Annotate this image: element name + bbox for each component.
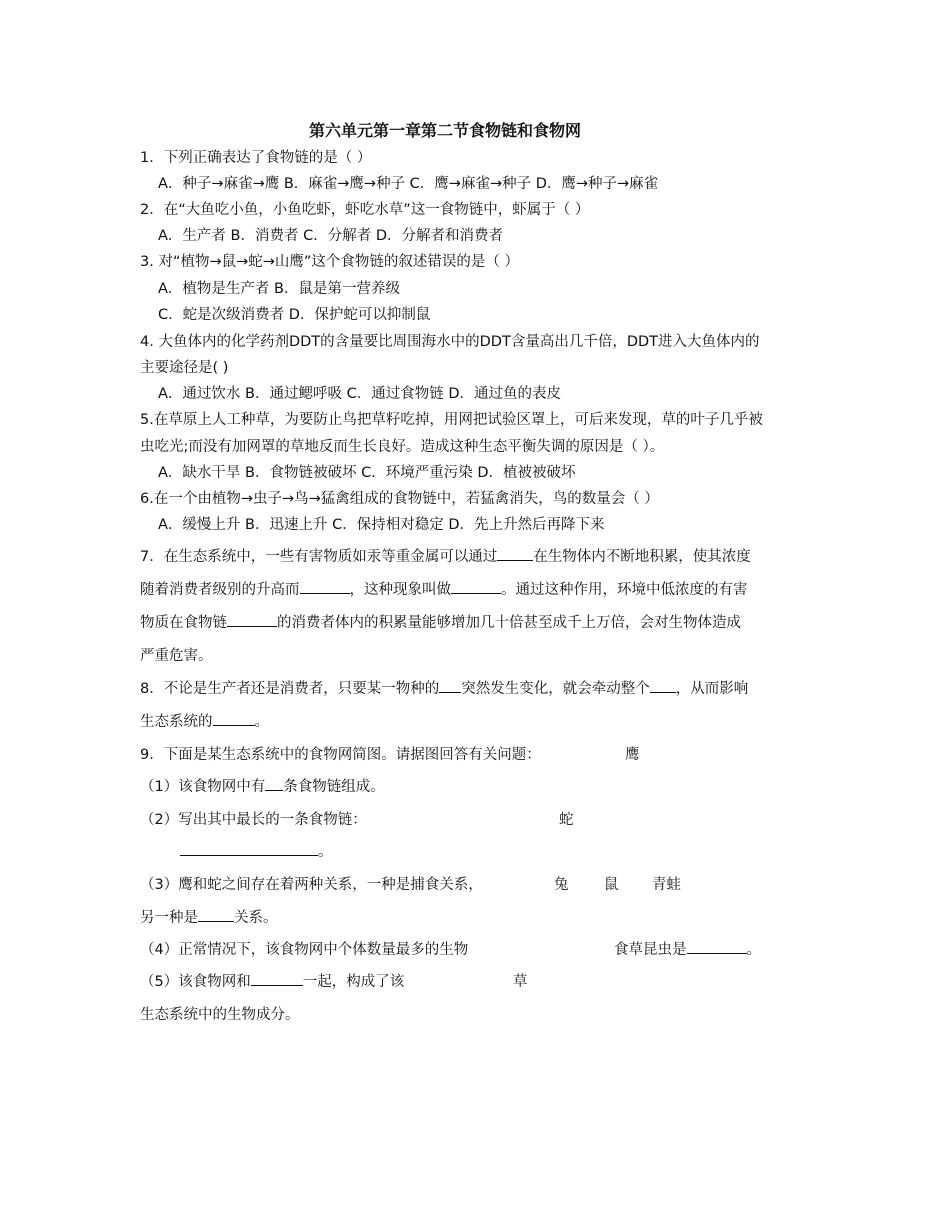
- q7-blank-2[interactable]: [300, 579, 350, 594]
- q8-line2: 生态系统的 。: [140, 710, 269, 731]
- q2-stem: 2．在“大鱼吃小鱼，小鱼吃虾，虾吃水草”这一食物链中，虾属于（ ）: [140, 202, 590, 218]
- foodweb-snake: 蛇: [559, 812, 574, 828]
- q1-stem: 1．下列正确表达了食物链的是（ ）: [140, 150, 372, 166]
- q7-blank-4[interactable]: [227, 612, 277, 627]
- q2-options: A．生产者 B．消费者 C．分解者 D．分解者和消费者: [158, 228, 503, 244]
- q7-line3: 物质在食物链 的消费者体内的积累量能够增加几十倍甚至成千上万倍，会对生物体造成: [140, 611, 741, 632]
- q5-stem-line1: 5.在草原上人工种草，为要防止鸟把草籽吃掉，用网把试验区罩上，可后来发现，草的叶子几乎被: [140, 412, 763, 428]
- q4-stem-line2: 主要途径是( ): [140, 360, 229, 376]
- q7-line1: 7．在生态系统中，一些有害物质如汞等重金属可以通过 在生物体内不断地积累，使其浓度: [140, 545, 751, 566]
- q9-sub5-cont: 生态系统中的生物成分。: [140, 1007, 300, 1023]
- q4-stem-line1: 4. 大鱼体内的化学药剂DDT的含量要比周围海水中的DDT含量高出几千倍，DDT进入大鱼体内的: [140, 334, 760, 350]
- q1-options: A．种子→麻雀→鹰 B．麻雀→鹰→种子 C．鹰→麻雀→种子 D．鹰→种子→麻雀: [158, 176, 659, 192]
- q7-line4: 严重危害。: [140, 648, 213, 664]
- q9-sub5: （5）该食物网和 一起，构成了该: [140, 970, 404, 991]
- q7-blank-1[interactable]: [497, 546, 533, 561]
- q9-sub2-answer: 。: [180, 840, 333, 861]
- q7-blank-3[interactable]: [451, 579, 501, 594]
- q4-options: A．通过饮水 B．通过鳃呼吸 C．通过食物链 D．通过鱼的表皮: [158, 386, 561, 402]
- q9-blank-3[interactable]: [198, 907, 234, 922]
- q9-sub4-answer: 食草昆虫是 。: [614, 938, 761, 959]
- q3-options-row1: A．植物是生产者 B．鼠是第一营养级: [158, 281, 400, 297]
- q3-options-row2: C．蛇是次级消费者 D．保护蛇可以抑制鼠: [158, 307, 431, 323]
- q5-stem-line2: 虫吃光;而没有加网罩的草地反而生长良好。造成这种生态平衡失调的原因是（ ）。: [140, 439, 665, 455]
- q8-blank-1[interactable]: [439, 678, 461, 693]
- q3-stem: 3. 对“植物→鼠→蛇→山鹰”这个食物链的叙述错误的是（ ）: [140, 254, 520, 270]
- q9-sub1: （1）该食物网中有 条食物链组成。: [140, 775, 385, 796]
- q9-sub3: （3）鹰和蛇之间存在着两种关系，一种是捕食关系，: [140, 877, 483, 893]
- q9-stem: 9．下面是某生态系统中的食物网简图。请据图回答有关问题：: [140, 747, 541, 763]
- q9-blank-5[interactable]: [251, 971, 303, 986]
- q7-line2: 随着消费者级别的升高而 ，这种现象叫做 。通过这种作用，环境中低浓度的有害: [140, 578, 748, 599]
- foodweb-grass: 草: [513, 974, 528, 990]
- page-title: 第六单元第一章第二节食物链和食物网: [308, 121, 581, 140]
- q9-blank-2[interactable]: [180, 841, 318, 856]
- foodweb-eagle: 鹰: [625, 747, 640, 763]
- q8-line1: 8．不论是生产者还是消费者，只要某一物种的 突然发生变化，就会牵动整个 ，从而影响: [140, 677, 748, 698]
- q9-sub4: （4）正常情况下，该食物网中个体数量最多的生物: [140, 942, 469, 958]
- q5-options: A．缺水干旱 B．食物链被破坏 C．环境严重污染 D．植被被破坏: [158, 465, 576, 481]
- q6-stem: 6.在一个由植物→虫子→鸟→猛禽组成的食物链中，若猛禽消失，鸟的数量会（ ）: [140, 491, 659, 507]
- foodweb-insect: 食草昆虫是: [614, 942, 687, 958]
- q9-blank-1[interactable]: [265, 776, 283, 791]
- foodweb-mouse: 鼠: [604, 877, 619, 893]
- foodweb-rabbit: 兔: [554, 877, 569, 893]
- q9-sub3-cont: 另一种是 关系。: [140, 906, 278, 927]
- foodweb-frog: 青蛙: [652, 877, 681, 893]
- q8-blank-2[interactable]: [650, 678, 676, 693]
- q8-blank-3[interactable]: [213, 711, 255, 726]
- q9-sub2: （2）写出其中最长的一条食物链：: [140, 812, 367, 828]
- q9-blank-4[interactable]: [687, 939, 747, 954]
- q6-options: A．缓慢上升 B．迅速上升 C．保持相对稳定 D．先上升然后再降下来: [158, 517, 605, 533]
